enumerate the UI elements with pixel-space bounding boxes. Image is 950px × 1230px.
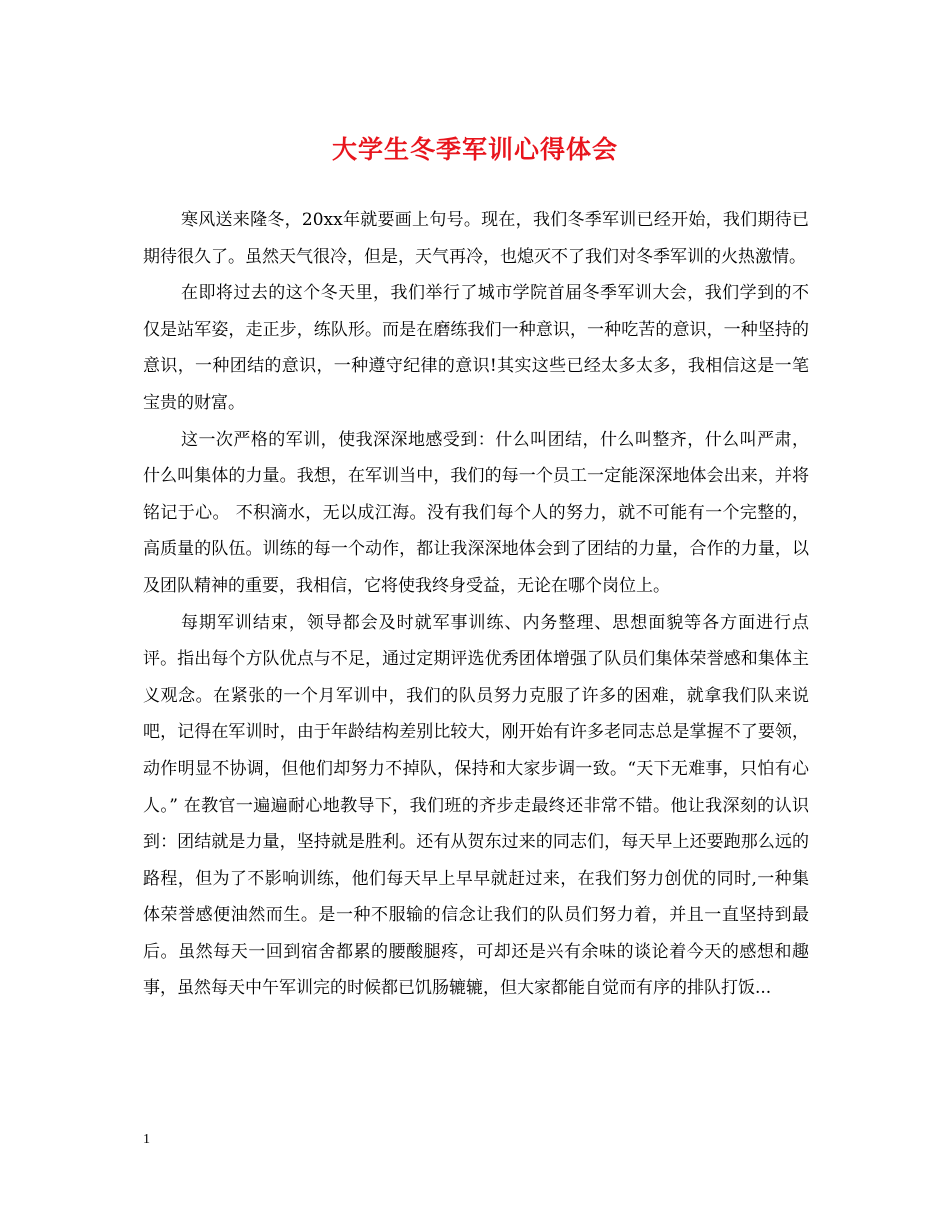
paragraph-4: 每期军训结束，领导都会及时就军事训练、内务整理、思想面貌等各方面进行点评。指出每个方队优点与不足，通过定期评选优秀团体增强了队员们集体荣誉感和集体主义观念。在紧张的一个月军训中，我们的队员努力克服了许多的困难，就拿我们队来说吧，记得在军训时，由于年龄结构差别比较大，刚开始有许多老同志总是掌握不了要领，动作明显不协调，但他们却努力不掉队，保持和大家步调一致。“天下无难事，只怕有心人。” 在教官一遍遍耐心地教导下，我们班的齐步走最终还非常不错。他让我深刻的认识到：团结就是力量，坚持就是胜利。还有从贺东过来的同志们，每天早上还要跑那么远的路程，但为了不影响训练，他们每天早上早早就赶过来，在我们努力创优的同时,一种集体荣誉感便油然而生。是一种不服输的信念让我们的队员们努力着，并且一直坚持到最后。虽然每天一回到宿舍都累的腰酸腿疼，可却还是兴有余味的谈论着今天的感想和趣事，虽然每天中午军训完的时候都已饥肠辘辘，但大家都能自觉而有序的排队打饭... [143, 612, 809, 999]
paragraph-1: 寒风送来隆冬，20xx年就要画上句号。现在，我们冬季军训已经开始，我们期待已期待很久了。虽然天气很冷，但是，天气再冷，也熄灭不了我们对冬季军训的火热激情。 [143, 210, 809, 267]
paragraph-2: 在即将过去的这个冬天里，我们举行了城市学院首届冬季军训大会，我们学到的不仅是站军姿，走正步，练队形。而是在磨练我们一种意识，一种吃苦的意识，一种坚持的意识，一种团结的意识，一种遵守纪律的意识!其实这些已经太多太多，我相信这是一笔宝贵的财富。 [143, 283, 809, 413]
document-title: 大学生冬季军训心得体会 [331, 135, 618, 164]
page-number: 1 [143, 1132, 150, 1147]
paragraph-3: 这一次严格的军训，使我深深地感受到：什么叫团结，什么叫整齐，什么叫严肃，什么叫集体的力量。我想，在军训当中，我们的每一个员工一定能深深地体会出来，并将铭记于心。 不积滴水，无以成江海。没有我们每个人的努力，就不可能有一个完整的，高质量的队伍。训练的每一个动作，都让我深深地体会到了团结的力量，合作的力量，以及团队精神的重要，我相信，它将使我终身受益，无论在哪个岗位上。 [143, 429, 809, 596]
document-body [143, 202, 809, 1007]
